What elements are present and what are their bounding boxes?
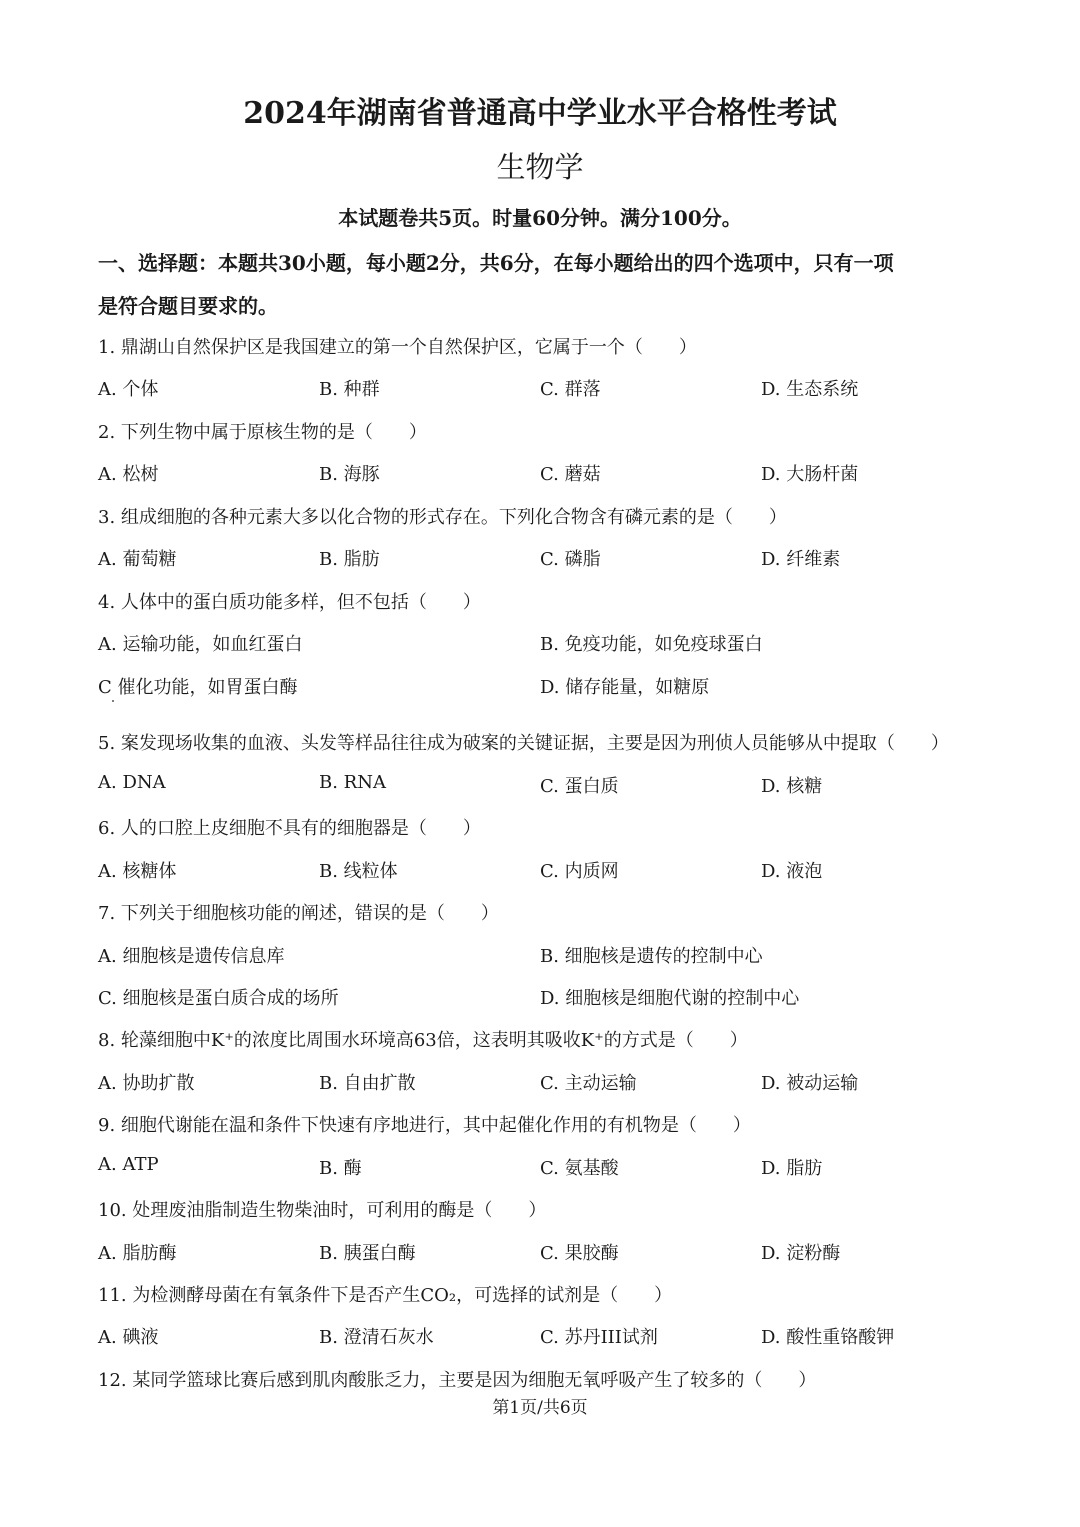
q2-option-a: A. 松树 <box>98 464 159 485</box>
question-2: 2. 下列生物中属于原核生物的是（ ） <box>98 422 427 443</box>
q7-option-a: A. 细胞核是遗传信息库 <box>98 946 285 967</box>
question-1: 1. 鼎湖山自然保护区是我国建立的第一个自然保护区，它属于一个（ ） <box>98 337 697 358</box>
subject-title: 生物学 <box>496 150 584 184</box>
q11-option-d: D. 酸性重铬酸钾 <box>761 1327 895 1348</box>
q10-option-d: D. 淀粉酶 <box>761 1243 841 1264</box>
q4-option-c: C 催化功能，如胃蛋白酶 <box>98 677 298 698</box>
q11-option-c: C. 苏丹III试剂 <box>540 1327 658 1348</box>
q9-option-a: A. ATP <box>98 1154 159 1175</box>
q3-option-d: D. 纤维素 <box>761 549 841 570</box>
q1-option-c: C. 群落 <box>540 379 601 400</box>
question-8: 8. 轮藻细胞中K⁺的浓度比周围水环境高63倍，这表明其吸收K⁺的方式是（ ） <box>98 1030 748 1051</box>
q9-option-c: C. 氨基酸 <box>540 1158 619 1179</box>
q8-option-d: D. 被动运输 <box>761 1073 859 1094</box>
q6-option-c: C. 内质网 <box>540 861 619 882</box>
q10-option-c: C. 果胶酶 <box>540 1243 619 1264</box>
q7-option-d: D. 细胞核是细胞代谢的控制中心 <box>540 988 800 1009</box>
exam-title: 2024年湖南省普通高中学业水平合格性考试 <box>243 96 837 131</box>
q4-option-b: B. 免疫功能，如免疫球蛋白 <box>540 634 763 655</box>
question-5: 5. 案发现场收集的血液、头发等样品往往成为破案的关键证据，主要是因为刑侦人员能够从中提取（ ） <box>98 733 949 754</box>
q8-option-a: A. 协助扩散 <box>98 1073 195 1094</box>
q6-option-b: B. 线粒体 <box>319 861 398 882</box>
question-9: 9. 细胞代谢能在温和条件下快速有序地进行，其中起催化作用的有机物是（ ） <box>98 1115 751 1136</box>
q2-option-c: C. 蘑菇 <box>540 464 601 485</box>
question-7: 7. 下列关于细胞核功能的阐述，错误的是（ ） <box>98 903 499 924</box>
question-4: 4. 人体中的蛋白质功能多样，但不包括（ ） <box>98 592 481 613</box>
q1-option-b: B. 种群 <box>319 379 380 400</box>
question-11: 11. 为检测酵母菌在有氧条件下是否产生CO₂，可选择的试剂是（ ） <box>98 1285 673 1306</box>
q3-option-b: B. 脂肪 <box>319 549 380 570</box>
q7-option-b: B. 细胞核是遗传的控制中心 <box>540 946 763 967</box>
q7-option-c: C. 细胞核是蛋白质合成的场所 <box>98 988 339 1009</box>
q1-option-a: A. 个体 <box>98 379 159 400</box>
q3-option-a: A. 葡萄糖 <box>98 549 177 570</box>
q5-option-d: D. 核糖 <box>761 776 823 797</box>
q6-option-d: D. 液泡 <box>761 861 823 882</box>
q4-option-d: D. 储存能量，如糖原 <box>540 677 710 698</box>
q2-option-d: D. 大肠杆菌 <box>761 464 859 485</box>
q11-option-b: B. 澄清石灰水 <box>319 1327 434 1348</box>
q4-option-a: A. 运输功能，如血红蛋白 <box>98 634 303 655</box>
page-footer: 第1页/共6页 <box>492 1398 588 1418</box>
section-heading-line2: 是符合题目要求的。 <box>98 294 278 318</box>
q3-option-c: C. 磷脂 <box>540 549 601 570</box>
question-6: 6. 人的口腔上皮细胞不具有的细胞器是（ ） <box>98 818 481 839</box>
q2-option-b: B. 海豚 <box>319 464 380 485</box>
question-12: 12. 某同学篮球比赛后感到肌肉酸胀乏力，主要是因为细胞无氧呼吸产生了较多的（ ） <box>98 1370 817 1391</box>
question-10: 10. 处理废油脂制造生物柴油时，可利用的酶是（ ） <box>98 1200 547 1221</box>
q10-option-a: A. 脂肪酶 <box>98 1243 177 1264</box>
q6-option-a: A. 核糖体 <box>98 861 177 882</box>
q9-option-d: D. 脂肪 <box>761 1158 823 1179</box>
stray-dot <box>112 700 114 702</box>
question-3: 3. 组成细胞的各种元素大多以化合物的形式存在。下列化合物含有磷元素的是（ ） <box>98 507 787 528</box>
q10-option-b: B. 胰蛋白酶 <box>319 1243 416 1264</box>
q8-option-b: B. 自由扩散 <box>319 1073 416 1094</box>
q8-option-c: C. 主动运输 <box>540 1073 637 1094</box>
q11-option-a: A. 碘液 <box>98 1327 159 1348</box>
section-heading-line1: 一、选择题：本题共30小题，每小题2分，共6分，在每小题给出的四个选项中，只有一项 <box>98 251 894 275</box>
q5-option-a: A. DNA <box>98 772 166 793</box>
q5-option-b: B. RNA <box>319 772 386 793</box>
q5-option-c: C. 蛋白质 <box>540 776 619 797</box>
exam-info: 本试题卷共5页。时量60分钟。满分100分。 <box>338 206 742 230</box>
q9-option-b: B. 酶 <box>319 1158 362 1179</box>
q1-option-d: D. 生态系统 <box>761 379 859 400</box>
